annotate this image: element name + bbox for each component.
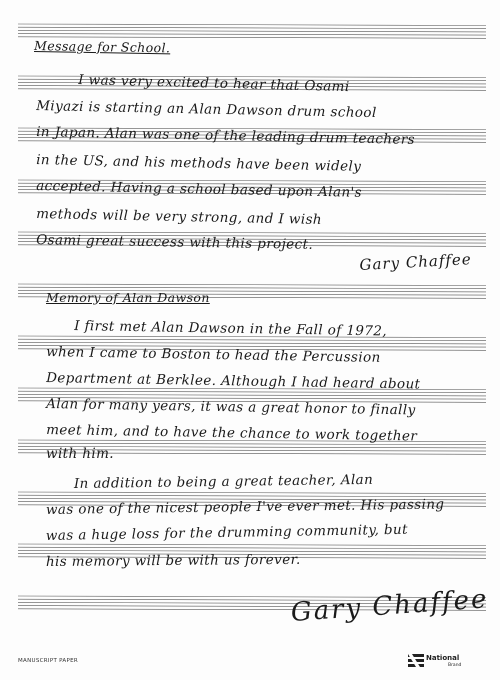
memory-line: when I came to Boston to head the Percussion bbox=[46, 344, 381, 366]
brand-name: National bbox=[426, 654, 460, 662]
memory-line: was one of the nicest people I've ever met. His passing bbox=[45, 496, 445, 518]
message-line: methods will be very strong, and I wish bbox=[36, 206, 323, 228]
message-line: accepted. Having a school based upon Alan's bbox=[36, 178, 363, 201]
message-heading: Message for School. bbox=[34, 38, 171, 56]
brand-sub: Brand bbox=[448, 663, 462, 668]
memory-line: meet him, and to have the chance to work together bbox=[46, 422, 418, 445]
memory-line: his memory will be with us forever. bbox=[45, 551, 301, 570]
message-line: Osami great success with this project. bbox=[36, 232, 314, 253]
memory-line: I first met Alan Dawson in the Fall of 1972, bbox=[74, 318, 388, 340]
national-logo-icon bbox=[408, 654, 424, 668]
memory-heading: Memory of Alan Dawson bbox=[46, 290, 210, 305]
memory-line: was a huge loss for the drumming community, but bbox=[45, 521, 409, 544]
memory-line: In addition to being a great teacher, Alan bbox=[73, 471, 374, 492]
message-line: I was very excited to hear that Osami bbox=[78, 72, 350, 96]
paper-label: MANUSCRIPT PAPER bbox=[18, 658, 78, 664]
message-line: Miyazi is starting an Alan Dawson drum school bbox=[36, 98, 377, 122]
message-line: in the US, and his methods have been widely bbox=[36, 152, 362, 175]
memory-line: Alan for many years, it was a great honor to finally bbox=[46, 396, 416, 419]
memory-line: Department at Berklee. Although I had heard about bbox=[46, 370, 421, 393]
brand-mark bbox=[408, 652, 488, 672]
signature-small: Gary Chaffee bbox=[359, 250, 473, 274]
memory-line: with him. bbox=[46, 446, 114, 462]
signature-large: Gary Chaffee bbox=[289, 584, 490, 628]
message-line: in Japan. Alan was one of the leading drum teachers bbox=[36, 124, 416, 148]
